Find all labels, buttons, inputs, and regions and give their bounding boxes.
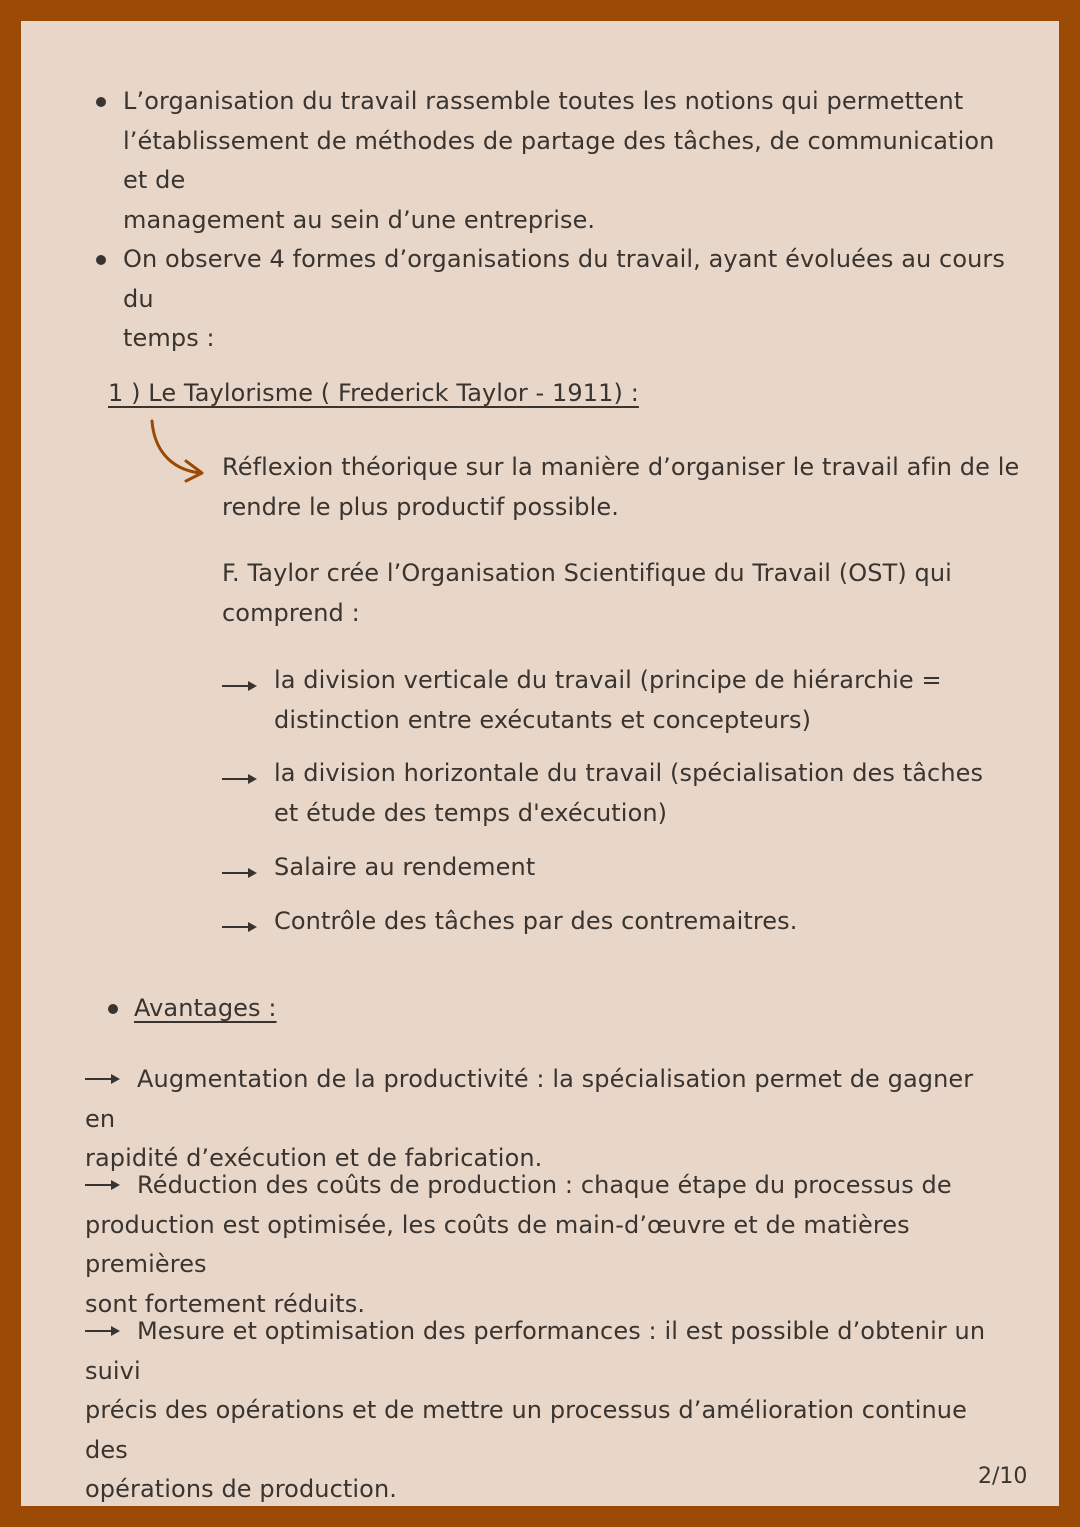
text-line: et étude des temps d'exécution): [274, 798, 668, 827]
document-page: [21, 21, 1059, 1506]
text-line: Salaire au rendement: [274, 853, 536, 881]
text-line: précis des opérations et de mettre un processus d’amélioration continue des: [85, 1396, 967, 1464]
text-line: Mesure et optimisation des performances : il est possible d’obtenir un suivi: [85, 1317, 986, 1385]
text-line: opérations de production.: [85, 1475, 397, 1503]
ost-item: [274, 754, 1034, 833]
text-line: la division horizontale du travail (spécialisation des tâches: [274, 759, 984, 787]
bullet-dot: [96, 97, 106, 107]
text-line: F. Taylor crée l’Organisation Scientifique du Travail (OST) qui: [222, 559, 952, 587]
text-line: Augmentation de la productivité : la spécialisation permet de gagner en: [85, 1065, 974, 1133]
ost-item: [274, 661, 1034, 740]
advantage-item: [85, 1312, 1005, 1510]
text-line: la division verticale du travail (principe de hiérarchie =: [274, 666, 942, 694]
text-line: L’organisation du travail rassemble toutes les notions qui permettent: [123, 87, 964, 115]
bullet-dot: [108, 1004, 118, 1014]
arrow-right-icon: [221, 679, 259, 693]
taylorisme-definition: [222, 448, 1022, 527]
ost-intro: [222, 554, 1022, 633]
text-line: On observe 4 formes d’organisations du travail, ayant évoluées au cours du: [123, 245, 1005, 313]
page-number: 2/10: [978, 1464, 1028, 1489]
text-line: rendre le plus productif possible.: [222, 492, 619, 521]
text-line: comprend :: [222, 598, 360, 627]
advantage-item: [85, 1166, 1005, 1324]
intro-bullet-2: [123, 240, 1023, 359]
curved-arrow-icon: [146, 417, 208, 483]
arrow-right-icon: [221, 772, 259, 786]
ost-item: [274, 902, 1034, 942]
text-line: sont fortement réduits.: [85, 1289, 366, 1318]
advantages-heading: Avantages :: [134, 994, 277, 1022]
advantage-item: [85, 1060, 1005, 1179]
bullet-dot: [96, 255, 106, 265]
text-line: rapidité d’exécution et de fabrication.: [85, 1144, 543, 1172]
section-heading-taylorisme: 1 ) Le Taylorisme ( Frederick Taylor - 1911) :: [108, 379, 639, 407]
arrow-right-icon: [221, 866, 259, 880]
intro-bullet-1: [123, 82, 1023, 240]
text-line: temps :: [123, 324, 215, 352]
text-line: production est optimisée, les coûts de main-d’œuvre et de matières premières: [85, 1210, 910, 1278]
text-line: Réduction des coûts de production : chaque étape du processus de: [137, 1171, 952, 1199]
ost-item: [274, 848, 1034, 888]
text-line: management au sein d’une entreprise.: [123, 205, 596, 234]
text-line: l’établissement de méthodes de partage des tâches, de communication et de: [123, 126, 995, 194]
text-line: Réflexion théorique sur la manière d’organiser le travail afin de le: [222, 453, 1020, 481]
text-line: distinction entre exécutants et concepteurs): [274, 705, 812, 734]
text-line: Contrôle des tâches par des contremaitres.: [274, 907, 798, 935]
arrow-right-icon: [221, 920, 259, 934]
